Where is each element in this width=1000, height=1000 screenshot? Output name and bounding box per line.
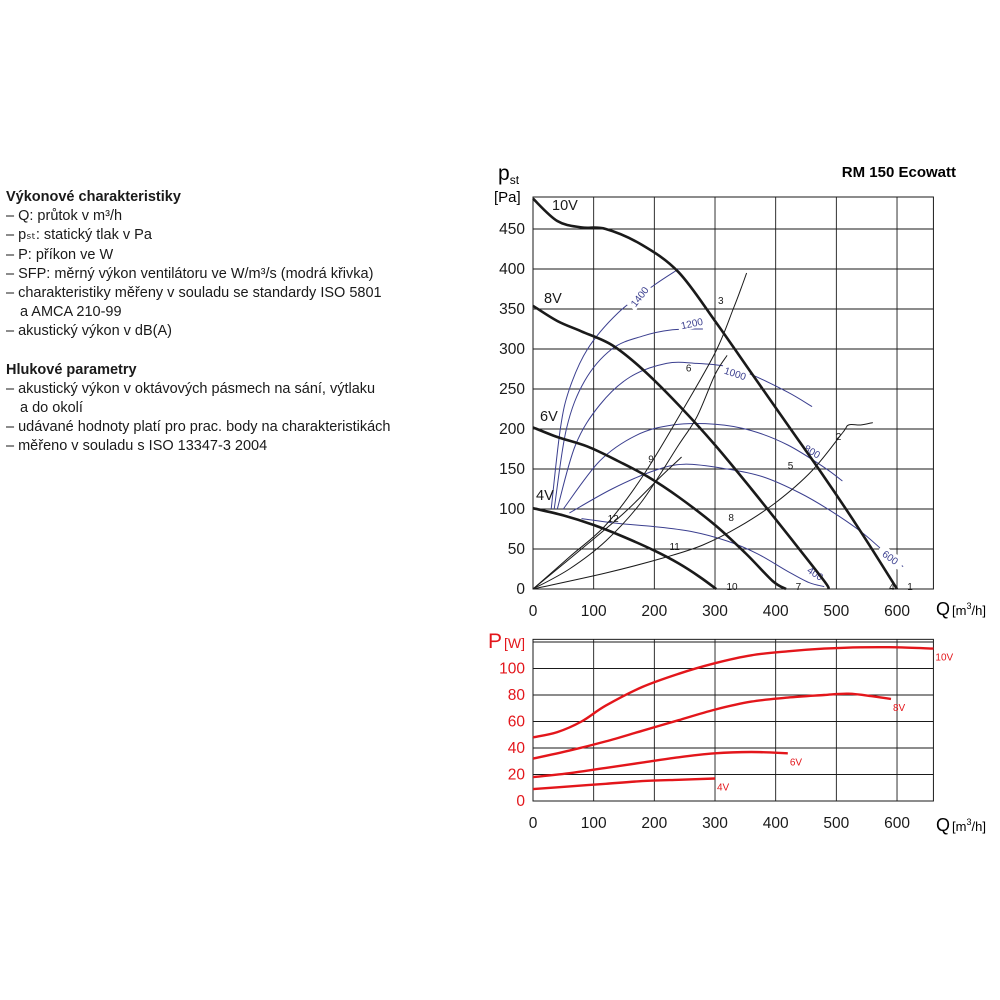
x-tick-label: 200: [641, 603, 668, 620]
fan-curve-label: 8V: [544, 291, 562, 307]
y-tick-label: 150: [499, 461, 525, 478]
noise-item: – měřeno v souladu s ISO 13347-3 2004: [6, 438, 268, 455]
working-point-label: 12: [607, 513, 619, 525]
y-tick-label: 350: [499, 301, 525, 318]
y-tick-label: 60: [507, 713, 525, 731]
working-point-label: 10: [726, 581, 738, 593]
x-tick-label: 0: [528, 815, 538, 832]
performance-title: Výkonové charakteristiky: [6, 189, 181, 205]
perf-item: a AMCA 210-99: [20, 304, 122, 321]
power-flow-axis-label: Q [$m^3_{/h]}$: [936, 815, 986, 835]
perf-item: – Q: průtok v m³/h: [6, 208, 123, 225]
fan-curve-8V: [533, 306, 829, 589]
pressure-axis-label: pst: [498, 162, 520, 187]
fan-curve-6V: [533, 427, 786, 589]
noise-item: a do okolí: [20, 400, 83, 417]
y-tick-label: 0: [516, 581, 525, 598]
plot-frame: [533, 639, 933, 801]
x-tick-label: 500: [823, 603, 850, 620]
fan-curve-label: 6V: [540, 409, 558, 425]
x-tick-label: 500: [823, 815, 850, 832]
y-tick-label: 100: [499, 501, 525, 518]
power-curve-label: 8V: [892, 702, 906, 714]
y-tick-label: 400: [499, 261, 525, 278]
pressure-axis-unit: [Pa]: [494, 189, 521, 206]
x-tick-label: 200: [641, 815, 668, 832]
perf-item: – SFP: měrný výkon ventilátoru ve W/m³/s (modrá křivka): [6, 265, 374, 282]
sfp-curve-label: 600: [879, 549, 900, 568]
working-point-label: 5: [787, 461, 794, 472]
perf-item: – P: příkon ve W: [6, 246, 114, 263]
x-tick-label: 400: [762, 815, 789, 832]
system-curve: [533, 355, 727, 589]
power-curve-label: 4V: [717, 782, 730, 794]
sfp-curve-800: [563, 424, 842, 509]
y-tick-label: 0: [516, 793, 525, 810]
y-tick-label: 80: [507, 687, 525, 704]
power-curve-label: 6V: [789, 757, 803, 769]
y-tick-label: 40: [507, 740, 525, 757]
x-tick-label: 600: [884, 603, 910, 620]
power-curve-10V: [533, 647, 933, 737]
power-curve-4V: [533, 779, 715, 790]
y-tick-label: 300: [499, 341, 525, 358]
y-tick-label: 450: [499, 221, 525, 238]
working-point-label: 2: [835, 432, 842, 444]
pressure-chart: [499, 197, 933, 620]
y-tick-label: 20: [507, 766, 525, 784]
x-tick-label: 100: [580, 603, 607, 620]
sfp-curve-label: 800: [801, 443, 822, 462]
working-point-label: 6: [685, 363, 692, 375]
x-tick-label: 400: [762, 603, 789, 620]
sfp-curve-label: 1000: [722, 365, 748, 384]
y-tick-label: 100: [499, 660, 525, 678]
power-axis-label: P [W]: [488, 630, 526, 653]
y-tick-label: 200: [499, 421, 525, 438]
sfp-curve-label: 1400: [629, 285, 652, 310]
perf-item: – charakteristiky měřeny v souladu se standardy ISO 5801: [6, 285, 382, 302]
power-curve-8V: [533, 694, 891, 759]
chart-title: RM 150 Ecowatt: [841, 164, 956, 181]
noise-title: Hlukové parametry: [6, 361, 137, 378]
x-tick-label: 100: [580, 815, 607, 832]
sfp-curve-label: 1200: [680, 316, 705, 333]
fan-curve-label: 4V: [536, 488, 554, 504]
x-tick-label: 300: [702, 815, 728, 832]
working-point-label: 4: [889, 581, 895, 593]
flow-axis-label: Q [$m^3_{/h]}$: [936, 599, 986, 619]
power-curve-label: 10V: [935, 652, 954, 664]
perf-item: – akustický výkon v dB(A): [6, 323, 172, 340]
x-tick-label: 300: [702, 603, 728, 620]
power-curve-6V: [533, 752, 788, 777]
working-point-label: 3: [718, 296, 724, 308]
x-tick-label: 600: [884, 815, 910, 832]
working-point-label: 11: [669, 541, 680, 553]
working-point-label: 9: [648, 454, 654, 466]
working-point-label: 8: [728, 513, 734, 524]
y-tick-label: 50: [507, 541, 525, 558]
perf-item: – pₛₜ: statický tlak v Pa: [6, 227, 152, 244]
sfp-curve-label: 400: [804, 565, 825, 584]
working-point-label: 7: [795, 581, 802, 593]
x-tick-label: 0: [528, 603, 538, 620]
noise-item: – akustický výkon v oktávových pásmech na sání, výtlaku: [6, 380, 376, 397]
working-point-label: 1: [907, 581, 913, 593]
power-chart: [499, 639, 953, 832]
sfp-curve-600: [569, 464, 903, 566]
fan-curve-label: 10V: [552, 198, 578, 214]
noise-item: – udávané hodnoty platí pro prac. body na charakteristikách: [6, 419, 391, 436]
y-tick-label: 250: [499, 381, 525, 398]
